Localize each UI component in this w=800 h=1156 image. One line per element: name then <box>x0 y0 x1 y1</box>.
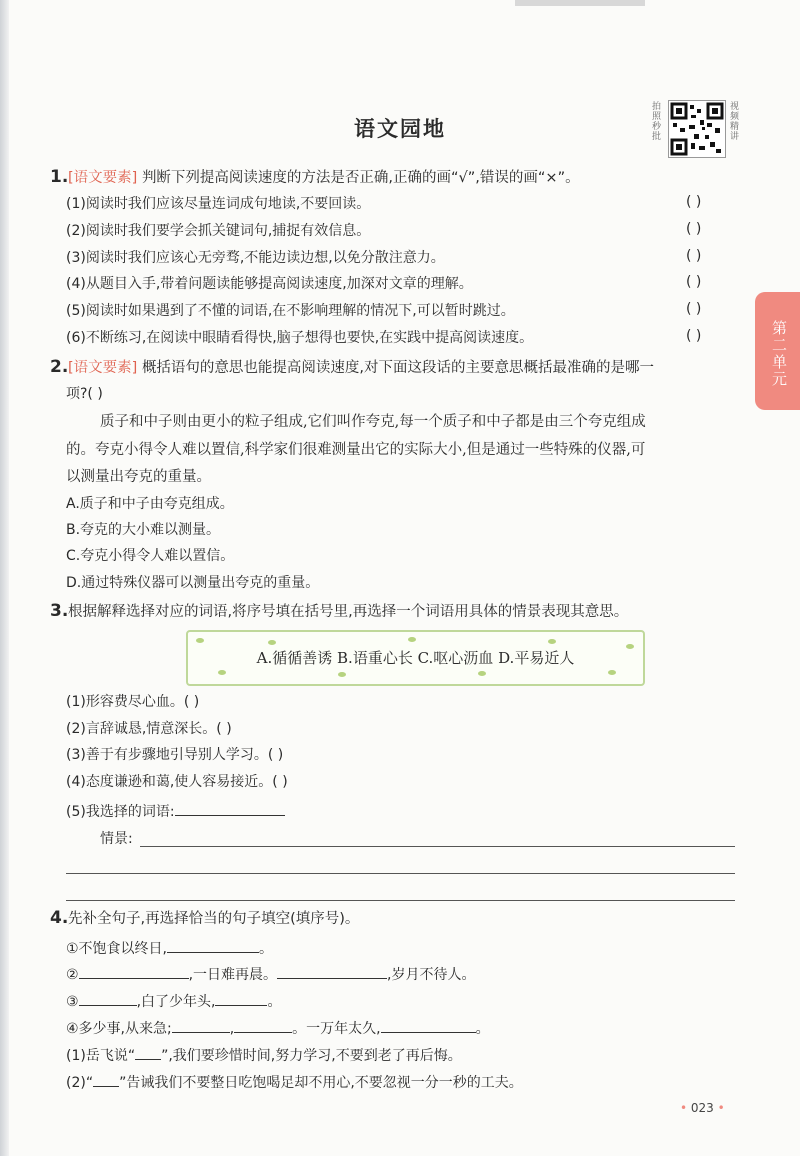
qr-label-right: 视频精讲 <box>730 102 740 142</box>
q2-passage-line: 的。夸克小得令人难以置信,科学家们很难测量出它的实际大小,但是通过一些特殊的仪器,可 <box>66 442 646 458</box>
page-number: • 023 • <box>680 1101 725 1115</box>
fill-blank[interactable] <box>135 1045 161 1060</box>
q4-stem: 先补全句子,再选择恰当的句子填空(填序号)。 <box>68 911 360 927</box>
scene-answer-line[interactable] <box>66 900 735 901</box>
q4-sentence-1: ①不饱食以终日, 。 <box>66 938 766 959</box>
q2-passage-line: 质子和中子则由更小的粒子组成,它们叫作夸克,每一个质子和中子都是由三个夸克组成 <box>100 414 646 430</box>
word-choices: A.循循善诱 B.语重心长 C.呕心沥血 D.平易近人 <box>256 649 575 667</box>
q1-answer-paren[interactable]: ( ) <box>686 274 702 290</box>
q4-apply-2: (2)“ ”告诫我们不要整日吃饱喝足却不用心,不要忽视一分一秒的工夫。 <box>66 1072 766 1093</box>
q2-number: 2. <box>50 357 69 377</box>
fill-blank[interactable] <box>167 938 259 953</box>
q4-sentence-3: ③ ,白了少年头, 。 <box>66 991 766 1012</box>
q1-item: (1)阅读时我们应该尽量连词成句地读,不要回读。 <box>66 196 371 212</box>
q2-stem: [语文要素] 概括语句的意思也能提高阅读速度,对下面这段话的主要意思概括最准确的是哪一 <box>68 360 655 376</box>
q4-sentence-4: ④多少事,从来急; , 。一万年太久, 。 <box>66 1018 766 1039</box>
fill-blank[interactable] <box>172 1018 230 1033</box>
q2-option-d: D.通过特殊仪器可以测量出夸克的重量。 <box>66 575 320 591</box>
fill-blank[interactable] <box>79 964 189 979</box>
fill-blank[interactable] <box>79 991 137 1006</box>
q1-tag: [语文要素] <box>68 170 138 186</box>
q1-answer-paren[interactable]: ( ) <box>686 248 702 264</box>
q1-item: (5)阅读时如果遇到了不懂的词语,在不影响理解的情况下,可以暂时跳过。 <box>66 303 515 319</box>
q4-apply-1: (1)岳飞说“ ”,我们要珍惜时间,努力学习,不要到老了再后悔。 <box>66 1045 766 1066</box>
fill-blank[interactable] <box>93 1072 119 1087</box>
dot-icon: • <box>680 1101 688 1115</box>
fill-blank[interactable] <box>234 1018 292 1033</box>
scene-answer-line[interactable] <box>140 846 735 847</box>
q1-item: (6)不断练习,在阅读中眼睛看得快,脑子想得也要快,在实践中提高阅读速度。 <box>66 330 534 346</box>
q2-option-c: C.夸克小得令人难以置信。 <box>66 548 235 564</box>
q3-number: 3. <box>50 601 69 621</box>
dot-icon: • <box>717 1101 725 1115</box>
q3-item: (4)态度谦逊和蔼,使人容易接近。( ) <box>66 774 288 790</box>
fill-blank[interactable] <box>381 1018 476 1033</box>
word-blank[interactable] <box>175 801 285 816</box>
q3-item5: (5)我选择的词语: <box>66 801 766 822</box>
scene-answer-line[interactable] <box>66 873 735 874</box>
q1-number: 1. <box>50 167 69 187</box>
q2-option-b: B.夸克的大小难以测量。 <box>66 522 221 538</box>
q1-item: (3)阅读时我们应该心无旁骛,不能边读边想,以免分散注意力。 <box>66 250 445 266</box>
qr-code-icon[interactable] <box>668 100 726 158</box>
q1-item: (4)从题目入手,带着问题读能够提高阅读速度,加深对文章的理解。 <box>66 276 473 292</box>
q3-item: (2)言辞诚恳,情意深长。( ) <box>66 721 232 737</box>
qr-block <box>650 100 745 158</box>
q2-tag: [语文要素] <box>68 360 138 376</box>
fill-blank[interactable] <box>277 964 387 979</box>
q3-item: (3)善于有步骤地引导别人学习。( ) <box>66 747 284 763</box>
q1-stem: [语文要素] 判断下列提高阅读速度的方法是否正确,正确的画“√”,错误的画“×”。 <box>68 170 580 186</box>
page-edge <box>0 0 9 1156</box>
q2-option-a: A.质子和中子由夸克组成。 <box>66 496 234 512</box>
q1-item: (2)阅读时我们要学会抓关键词句,捕捉有效信息。 <box>66 223 371 239</box>
q1-answer-paren[interactable]: ( ) <box>686 221 702 237</box>
fill-blank[interactable] <box>215 991 267 1006</box>
unit-tab: 第二单元 <box>755 292 800 410</box>
q3-scene-label: 情景: <box>100 831 133 847</box>
q4-number: 4. <box>50 908 69 928</box>
q2-passage-line: 以测量出夸克的重量。 <box>66 469 211 485</box>
page-title: 语文园地 <box>354 117 446 141</box>
qr-label-left: 拍照秒批 <box>652 102 662 142</box>
q3-item: (1)形容费尽心血。( ) <box>66 694 200 710</box>
q1-answer-paren[interactable]: ( ) <box>686 301 702 317</box>
q3-stem: 根据解释选择对应的词语,将序号填在括号里,再选择一个词语用具体的情景表现其意思。 <box>68 604 629 620</box>
q1-answer-paren[interactable]: ( ) <box>686 194 702 210</box>
top-shadow <box>515 0 645 6</box>
word-choice-box <box>186 630 645 686</box>
q4-sentence-2: ② ,一日难再晨。 ,岁月不待人。 <box>66 964 766 985</box>
q1-answer-paren[interactable]: ( ) <box>686 328 702 344</box>
q2-stem-cont: 项?( ) <box>66 386 103 402</box>
